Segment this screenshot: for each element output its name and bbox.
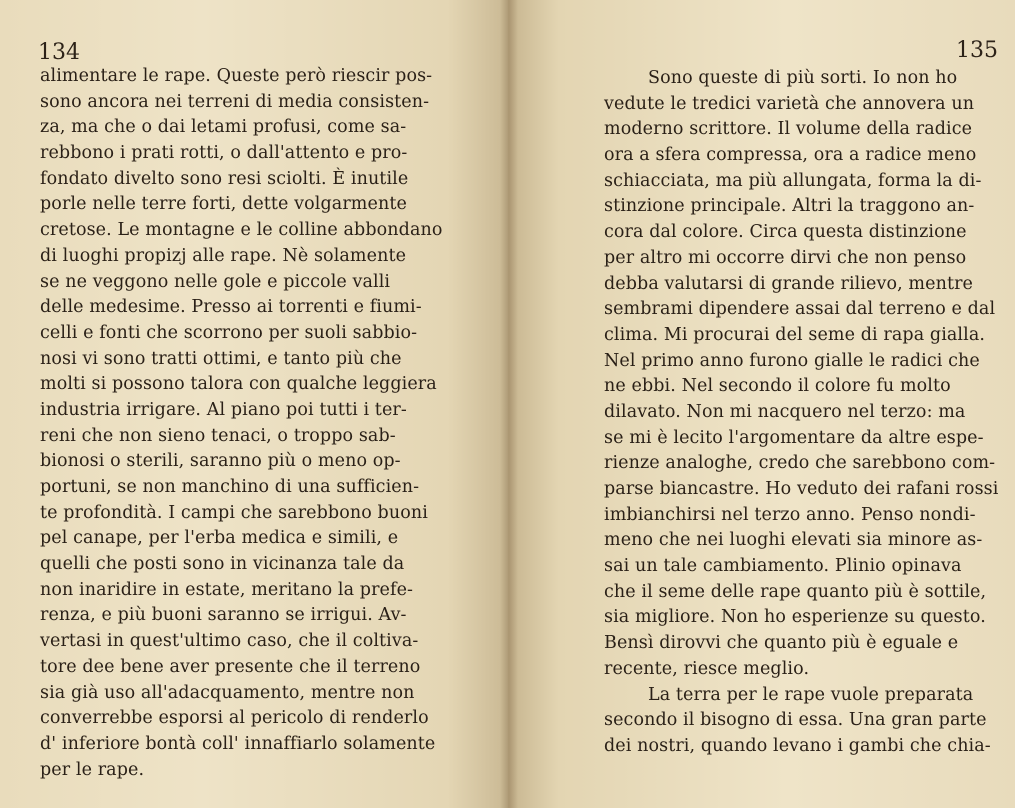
text-line: rebbono i prati rotti, o dall'attento e pro- <box>40 143 408 164</box>
text-line: reni che non sieno tenaci, o troppo sab- <box>40 425 396 446</box>
text-line: moderno scrittore. Il volume della radice <box>604 119 973 140</box>
text-line: ne ebbi. Nel secondo il colore fu molto <box>604 376 951 397</box>
text-line: celli e fonti che scorrono per suoli sabbio- <box>40 322 418 343</box>
text-line: meno che nei luoghi elevati sia minore as- <box>604 530 983 551</box>
text-line: recente, riesce meglio. <box>604 658 810 679</box>
text-line: per le rape. <box>40 759 145 780</box>
text-line: porle nelle terre forti, dette volgarmente <box>40 194 407 215</box>
text-line: La terra per le rape vuole preparata <box>648 684 974 705</box>
text-line: sono ancora nei terreni di media consisten- <box>40 91 430 112</box>
text-line: stinzione principale. Altri la traggono an- <box>604 196 975 217</box>
text-line: alimentare le rape. Queste però riescir pos- <box>40 66 433 86</box>
text-line: dilavato. Non mi nacquero nel terzo: ma <box>604 401 966 422</box>
text-line: cora dal colore. Circa questa distinzione <box>604 222 967 243</box>
text-line: non inaridire in estate, meritano la prefe- <box>40 579 414 600</box>
text-line: sai un tale cambiamento. Plinio opinava <box>604 556 962 577</box>
text-line: clima. Mi procurai del seme di rapa gialla. <box>604 324 986 345</box>
text-line: sia già uso all'adacquamento, mentre non <box>40 682 415 703</box>
right-page <box>508 0 1015 808</box>
text-line: Sono queste di più sorti. Io non ho <box>648 68 958 88</box>
text-line: parse biancastre. Ho veduto dei rafani rossi <box>604 479 999 499</box>
text-line: za, ma che o dai letami profusi, come sa- <box>40 117 407 138</box>
text-line: vedute le tredici varietà che annovera un <box>604 93 975 114</box>
text-line: d' inferiore bontà coll' innaffiarlo solamente <box>40 733 436 754</box>
text-line: rienze analoghe, credo che sarebbono com- <box>604 453 996 474</box>
book-gutter <box>500 0 518 808</box>
text-line: quelli che posti sono in vicinanza tale da <box>40 554 405 575</box>
right-page-text <box>604 66 999 760</box>
text-line: converrebbe esporsi al pericolo di renderlo <box>40 708 429 729</box>
text-line: vertasi in quest'ultimo caso, che il coltiva- <box>40 631 419 652</box>
text-line: molti si possono talora con qualche leggiera <box>40 374 437 395</box>
text-line: schiacciata, ma più allungata, forma la di- <box>604 170 982 191</box>
text-line: delle medesime. Presso ai torrenti e fiumi- <box>40 297 422 318</box>
text-line: secondo il bisogno di essa. Una gran parte <box>604 710 987 731</box>
text-line: industria irrigare. Al piano poi tutti i ter- <box>40 399 407 420</box>
text-line: bionosi o sterili, saranno più o meno op- <box>40 451 401 472</box>
text-line: dei nostri, quando levano i gambi che chia- <box>604 735 991 756</box>
text-line: se ne veggono nelle gole e piccole valli <box>40 271 391 292</box>
text-line: se mi è lecito l'argomentare da altre espe- <box>604 427 984 448</box>
text-line: che il seme delle rape quanto più è sottile, <box>604 581 987 602</box>
text-line: ora a sfera compressa, ora a radice meno <box>604 145 977 166</box>
text-line: pel canape, per l'erba medica e simili, e <box>40 528 399 549</box>
text-line: debba valutarsi di grande rilievo, mentre <box>604 273 974 294</box>
text-line: renza, e più buoni saranno se irrigui. Av- <box>40 605 407 626</box>
text-line: per altro mi occorre dirvi che non penso <box>604 247 967 268</box>
text-line: sia migliore. Non ho esperienze su questo. <box>604 607 986 628</box>
text-line: portuni, se non manchino di una sufficien- <box>40 477 420 497</box>
text-line: te profondità. I campi che sarebbono buoni <box>40 502 428 523</box>
page-number-left: 134 <box>38 40 80 65</box>
text-line: tore dee bene aver presente che il terreno <box>40 656 421 677</box>
text-line: imbianchirsi nel terzo anno. Penso nondi- <box>604 504 976 525</box>
page-number-right: 135 <box>956 38 998 63</box>
text-line: nosi vi sono tratti ottimi, e tanto più che <box>40 348 402 369</box>
text-line: di luoghi propizj alle rape. Nè solamente <box>40 245 407 266</box>
text-line: Bensì dirovvi che quanto più è eguale e <box>604 633 959 654</box>
text-line: sembrami dipendere assai dal terreno e dal <box>604 299 996 320</box>
text-line: Nel primo anno furono gialle le radici che <box>604 350 980 371</box>
left-page-text <box>40 64 443 783</box>
text-line: fondato divelto sono resi sciolti. È inutile <box>40 168 409 189</box>
text-line: cretose. Le montagne e le colline abbondano <box>40 220 443 241</box>
